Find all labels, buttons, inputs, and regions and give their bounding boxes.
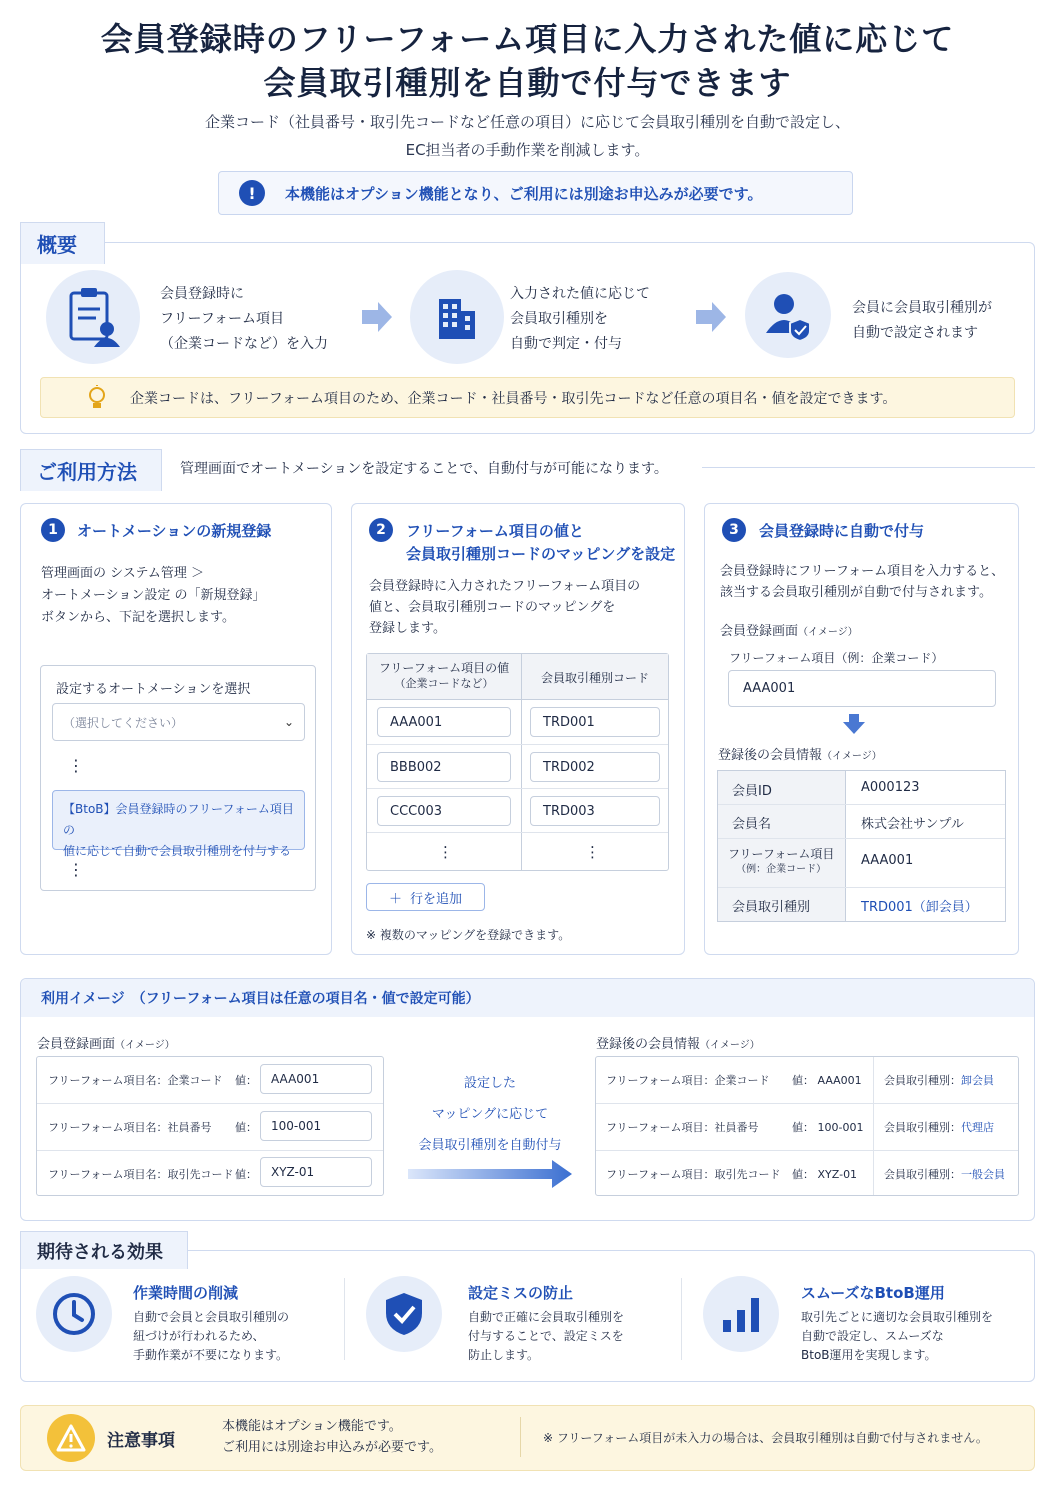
mapping-value-input[interactable]: BBB002 (377, 752, 511, 782)
info-key: 会員ID (732, 784, 772, 799)
divider (367, 788, 668, 789)
effect1-desc: 自動で会員と会員取引種別の 紐づけが行われるため、 手動作業が不要になります。 (133, 1310, 290, 1362)
select-label: 設定するオートメーションを選択 (56, 682, 251, 697)
info-key: フリーフォーム項目 （例：企業コード） (728, 847, 835, 875)
free-form-input[interactable]: AAA001 (728, 670, 996, 707)
mapping-note: ※ 複数のマッピングを登録できます。 (366, 928, 571, 942)
example-field-name: フリーフォーム項目名：社員番号 (48, 1121, 212, 1134)
step3-desc: 会員登録時にフリーフォーム項目を入力すると、 該当する会員取引種別が自動で付与されます。 (720, 564, 1005, 600)
mapping-code-input[interactable]: TRD003 (530, 796, 660, 826)
notice-text: 本機能はオプション機能となり、ご利用には別途お申込みが必要です。 (285, 184, 763, 203)
divider (521, 654, 522, 870)
plus-icon: ＋ (388, 891, 402, 907)
clock-icon (36, 1276, 112, 1352)
example-result-type: 会員取引種別：一般会員 (884, 1168, 1005, 1181)
page-title-line2: 会員取引種別を自動で付与できます (263, 64, 792, 102)
arrow-right-icon (408, 1160, 572, 1188)
add-row-button[interactable]: ＋ 行を追加 (366, 883, 485, 911)
field-label: フリーフォーム項目（例：企業コード） (729, 651, 944, 665)
example-result-name: フリーフォーム項目：取引先コード (606, 1168, 781, 1181)
effect2-desc: 自動で正確に会員取引種別を 付与することで、設定ミスを 防止します。 (468, 1310, 625, 1362)
value-label: 値： (235, 1121, 257, 1134)
warning-icon (47, 1414, 95, 1462)
after-label: 登録後の会員情報（イメージ） (718, 748, 882, 763)
example-field-name: フリーフォーム項目名：企業コード (48, 1074, 223, 1087)
subtitle-line1: 企業コード（社員番号・取引先コードなど任意の項目）に応じて会員取引種別を自動で設定し、 (204, 113, 850, 131)
usage-tab: ご利用方法 (20, 449, 162, 491)
info-value: TRD001（卸会員） (861, 900, 978, 915)
divider (596, 1150, 1018, 1151)
automation-select[interactable]: （選択してください） ⌄ (52, 703, 305, 741)
divider (718, 838, 1005, 839)
example-result-value: 値： AAA001 (792, 1074, 862, 1087)
caution-title: 注意事項 (107, 1431, 175, 1451)
mapping-col2-header: 会員取引種別コード (540, 671, 649, 685)
bar-chart-icon (703, 1276, 779, 1352)
info-value: A000123 (861, 780, 920, 795)
usage-lead: 管理画面でオートメーションを設定することで、自動付与が可能になります。 (180, 461, 668, 477)
step1-title: オートメーションの新規登録 (77, 522, 272, 540)
shield-check-icon (366, 1276, 442, 1352)
ellipsis: ⋮ (585, 843, 600, 861)
info-value: AAA001 (861, 853, 914, 868)
mapping-code-input[interactable]: TRD002 (530, 752, 660, 782)
automation-option[interactable]: 【BtoB】会員登録時のフリーフォーム項目の 値に応じて自動で会員取引種別を付与する (52, 790, 305, 850)
effect3-desc: 取引先ごとに適切な会員取引種別を 自動で設定し、スムーズな BtoB運用を実現します。 (801, 1310, 994, 1362)
member-info-table (717, 770, 1006, 922)
step1-number: 1 (41, 518, 65, 542)
chevron-down-icon: ⌄ (283, 715, 294, 729)
divider (596, 1103, 1018, 1104)
example-result-name: フリーフォーム項目：企業コード (606, 1074, 770, 1087)
overview-step2-text: 入力された値に応じて 会員取引種別を 自動で判定・付与 (510, 286, 650, 352)
ellipsis: ⋮ (438, 843, 453, 861)
overview-step3-text: 会員に会員取引種別が 自動で設定されます (852, 300, 992, 341)
step2-number: 2 (369, 518, 393, 542)
example-result-name: フリーフォーム項目：社員番号 (606, 1121, 759, 1134)
value-label: 値： (235, 1168, 257, 1181)
arrow-right-icon (694, 300, 728, 334)
example-result-type: 会員取引種別：卸会員 (884, 1074, 994, 1087)
step2-title: フリーフォーム項目の値と 会員取引種別コードのマッピングを設定 (406, 522, 676, 563)
info-key: 会員名 (732, 817, 772, 832)
tip-box (40, 377, 1015, 418)
caution-note: ※ フリーフォーム項目が未入力の場合は、会員取引種別は自動で付与されません。 (543, 1431, 988, 1445)
divider (718, 887, 1005, 888)
divider (367, 832, 668, 833)
tip-text: 企業コードは、フリーフォーム項目のため、企業コード・社員番号・取引先コードなど任意の項目名・値を設定できます。 (130, 390, 897, 407)
divider (37, 1103, 383, 1104)
effect3-title: スムーズなBtoB運用 (801, 1284, 945, 1302)
example-result-type: 会員取引種別：代理店 (884, 1121, 994, 1134)
example-tab: 利用イメージ （フリーフォーム項目は任意の項目名・値で設定可能） (21, 979, 1034, 1017)
step1-desc: 管理画面の システム管理 ＞ オートメーション設定 の「新規登録」 ボタンから、下記を選択します。 (41, 566, 266, 625)
clipboard-user-icon (46, 270, 140, 364)
divider (520, 1417, 521, 1457)
divider (37, 1150, 383, 1151)
info-value: 株式会社サンプル (861, 817, 964, 832)
screen-label: 会員登録画面（イメージ） (720, 624, 858, 639)
effect1-title: 作業時間の削減 (133, 1284, 239, 1302)
example-value-input[interactable]: XYZ-01 (260, 1157, 372, 1187)
example-result-value: 値： XYZ-01 (792, 1168, 858, 1181)
page-title-line1: 会員登録時のフリーフォーム項目に入力された値に応じて (100, 20, 955, 58)
mapping-flow-text: 設定した マッピングに応じて 会員取引種別を自動付与 (418, 1076, 562, 1153)
divider (718, 804, 1005, 805)
mapping-col1-header: フリーフォーム項目の値 （企業コードなど） (378, 661, 510, 690)
lightbulb-icon (86, 385, 108, 411)
example-result-value: 値： 100-001 (792, 1121, 864, 1134)
step3-title: 会員登録時に自動で付与 (759, 522, 925, 540)
example-field-name: フリーフォーム項目名：取引先コード (48, 1168, 234, 1181)
overview-tab: 概要 (20, 222, 105, 264)
example-value-input[interactable]: AAA001 (260, 1064, 372, 1094)
value-label: 値： (235, 1074, 257, 1087)
subtitle-line2: EC担当者の手動作業を削減します。 (405, 141, 650, 159)
caution-text: 本機能はオプション機能です。 ご利用には別途お申込みが必要です。 (222, 1419, 442, 1455)
divider (367, 744, 668, 745)
ellipsis: ⋮ (68, 860, 84, 879)
divider (702, 467, 1035, 468)
ellipsis: ⋮ (68, 756, 84, 775)
info-key: 会員取引種別 (732, 900, 811, 915)
divider (344, 1278, 345, 1360)
exclamation-icon: ! (239, 180, 265, 206)
arrow-right-icon (360, 300, 394, 334)
example-value-input[interactable]: 100-001 (260, 1111, 372, 1141)
example-left-label: 会員登録画面（イメージ） (37, 1037, 175, 1052)
building-icon (410, 270, 504, 364)
overview-step1-text: 会員登録時に フリーフォーム項目 （企業コードなど）を入力 (160, 286, 328, 352)
step3-number: 3 (722, 518, 746, 542)
option-notice (218, 171, 853, 215)
mapping-value-input[interactable]: CCC003 (377, 796, 511, 826)
effect2-title: 設定ミスの防止 (468, 1284, 574, 1302)
mapping-value-input[interactable]: AAA001 (377, 707, 511, 737)
user-badge-icon (745, 272, 831, 358)
example-right-label: 登録後の会員情報（イメージ） (596, 1037, 760, 1052)
arrow-down-icon (843, 714, 865, 734)
effects-tab: 期待される効果 (20, 1231, 188, 1269)
divider (681, 1278, 682, 1360)
step2-desc: 会員登録時に入力されたフリーフォーム項目の 値と、会員取引種別コードのマッピングを 登録します。 (369, 579, 641, 636)
mapping-code-input[interactable]: TRD001 (530, 707, 660, 737)
divider (873, 1057, 874, 1195)
